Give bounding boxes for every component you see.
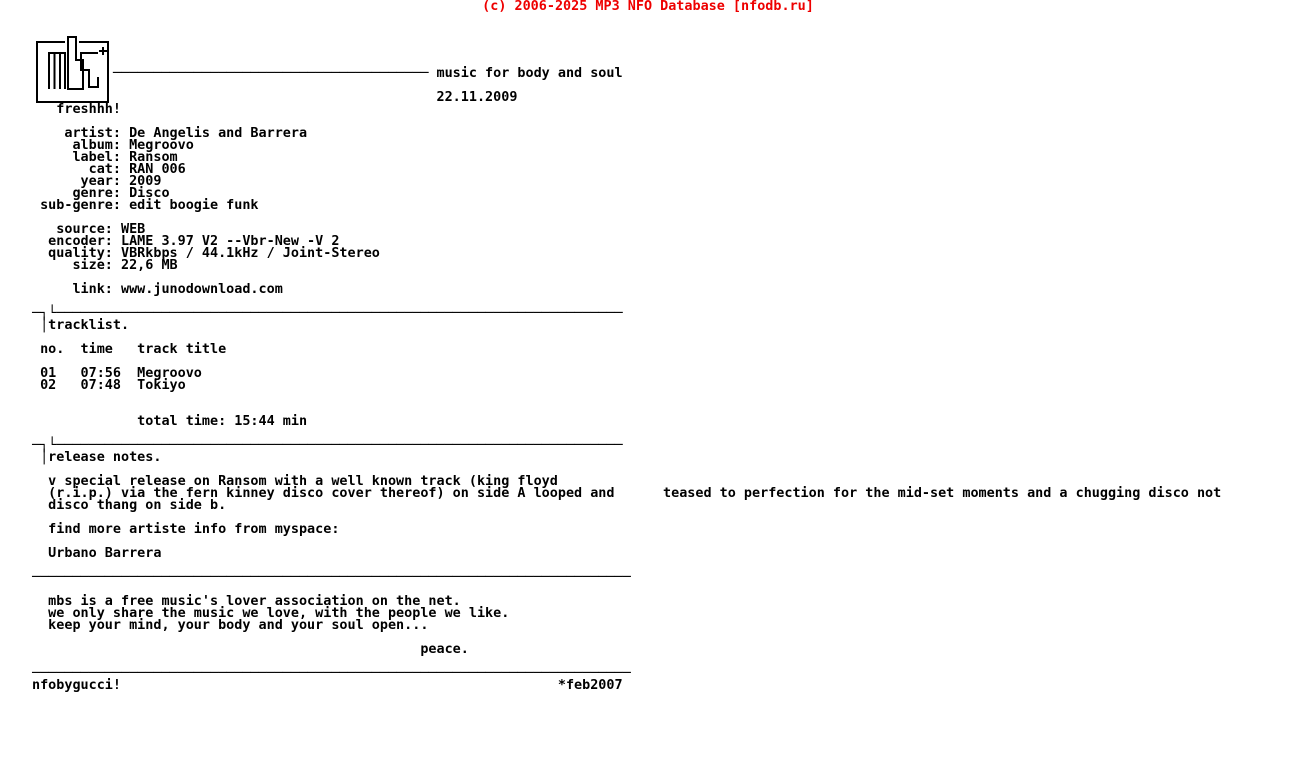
notes-line: (r.i.p.) via the fern kinney disco cover thereof) on side A looped and teased to perfection for the mid-set moments and a chugging disco not <box>32 486 1222 501</box>
divider-rule: ────────────────────────────────────────────────────────────────────────── <box>32 666 631 681</box>
freshhh-row: freshhh! <box>32 102 121 117</box>
divider-rule: ────────────────────────────────────────────────────────────────────────── <box>32 570 631 585</box>
tracklist-rule-row: ─┐└────────────────────────────────────────────────────────────────────── <box>32 306 623 321</box>
encoder-line: encoder: LAME 3.97 V2 --Vbr-New -V 2 <box>32 234 340 249</box>
artist-line: artist: De Angelis and Barrera <box>32 126 308 141</box>
blank-row <box>32 536 1221 548</box>
blank-row <box>32 356 1221 368</box>
album-line: album: Megroovo <box>32 138 194 153</box>
tracklist-columns-row: no. time track title <box>32 342 227 357</box>
year-line: year: 2009 <box>32 174 162 189</box>
artiste-name-line: Urbano Barrera <box>32 546 162 561</box>
blank-row <box>32 212 1221 224</box>
date-row: 22.11.2009 <box>32 90 518 105</box>
quality-line: quality: VBRkbps / 44.1kHz / Joint-Stereo <box>32 246 380 261</box>
tagline-row: ─────────────────────────────────────── music for body and soul <box>32 66 623 81</box>
notes-line: v special release on Ransom with a well known track (king floyd <box>32 474 558 489</box>
association-line: we only share the music we love, with the people we like. <box>32 606 510 621</box>
genre-line: genre: Disco <box>32 186 170 201</box>
notes-rule-row: ─┐└────────────────────────────────────────────────────────────────────── <box>32 438 623 453</box>
subgenre-line: sub-genre: edit boogie funk <box>32 198 259 213</box>
juno-link-line[interactable]: link: www.junodownload.com <box>32 282 283 297</box>
track-row: 01 07:56 Megroovo <box>32 366 202 381</box>
source-line: source: WEB <box>32 222 146 237</box>
blank-row <box>32 32 1221 44</box>
notes-title-row: │release notes. <box>32 450 162 465</box>
site-banner[interactable]: (c) 2006-2025 MP3 NFO Database [nfodb.ru] <box>482 0 814 14</box>
association-line: keep your mind, your body and your soul open... <box>32 618 429 633</box>
size-line: size: 22,6 MB <box>32 258 178 273</box>
blank-row <box>32 392 1221 404</box>
cat-line: cat: RAN 006 <box>32 162 186 177</box>
footer-row: nfobygucci! *feb2007 <box>32 678 623 693</box>
peace-row: peace. <box>32 642 469 657</box>
label-line: label: Ransom <box>32 150 178 165</box>
nfo-document <box>32 32 1221 692</box>
mbs-logo <box>36 36 110 104</box>
total-time-row: total time: 15:44 min <box>32 414 308 429</box>
association-line: mbs is a free music's lover association on the net. <box>32 594 461 609</box>
track-row: 02 07:48 Tokiyo <box>32 378 186 393</box>
notes-line: disco thang on side b. <box>32 498 227 513</box>
myspace-line: find more artiste info from myspace: <box>32 522 340 537</box>
tracklist-title-row: │tracklist. <box>32 318 130 333</box>
blank-row <box>32 44 1221 56</box>
